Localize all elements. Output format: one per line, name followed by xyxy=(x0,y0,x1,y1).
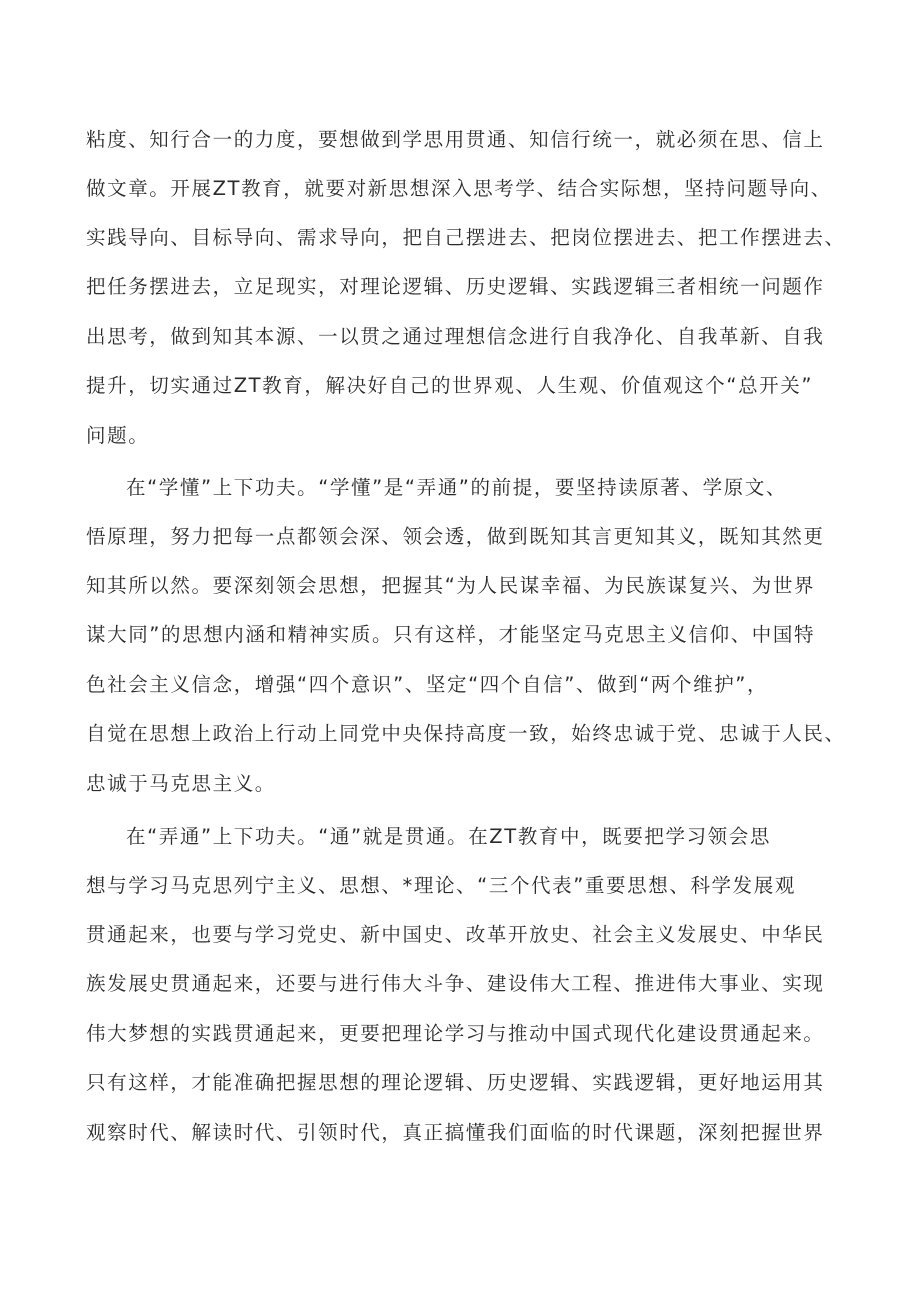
paragraph-nongtong xyxy=(86,822,856,1162)
text-line: 只有这样，才能准确把握思想的理论逻辑、历史逻辑、实践逻辑，更好地运用其 xyxy=(86,1071,825,1094)
text-line: 忠诚于马克思主义。 xyxy=(86,772,276,795)
text-line: 粘度、知行合一的力度，要想做到学思用贯通、知信行统一，就必须在思、信上 xyxy=(86,128,825,151)
text-line: 自觉在思想上政治上行动上同党中央保持高度一致，始终忠诚于党、忠诚于人民、 xyxy=(86,722,846,745)
text-line: 族发展史贯通起来，还要与进行伟大斗争、建设伟大工程、推进伟大事业、实现 xyxy=(86,972,825,995)
text-line: 实践导向、目标导向、需求导向，把自己摆进去、把岗位摆进去、把工作摆进去、 xyxy=(86,226,846,249)
paragraph-xuedong xyxy=(86,473,856,813)
text-line: 伟大梦想的实践贯通起来，更要把理论学习与推动中国式现代化建设贯通起来。 xyxy=(86,1022,825,1045)
text-line: 在“学懂”上下功夫。“学懂”是“弄通”的前提，要坚持读原著、学原文、 xyxy=(126,476,788,499)
text-line: 做文章。开展ZT教育，就要对新思想深入思考学、结合实际想，坚持问题导向、 xyxy=(86,177,832,200)
text-line: 色社会主义信念，增强“四个意识”、坚定“四个自信”、做到“两个维护”， xyxy=(86,673,769,696)
paragraph-continuation xyxy=(86,125,856,465)
text-line: 把任务摆进去，立足现实，对理论逻辑、历史逻辑、实践逻辑三者相统一问题作 xyxy=(86,275,825,298)
text-line: 出思考，做到知其本源、一以贯之通过理想信念进行自我净化、自我革新、自我 xyxy=(86,325,825,348)
text-line: 谋大同”的思想内涵和精神实质。只有这样，才能坚定马克思主义信仰、中国特 xyxy=(86,623,816,646)
text-line: 悟原理，努力把每一点都领会深、领会透，做到既知其言更知其义，既知其然更 xyxy=(86,525,825,548)
text-line: 想与学习马克思列宁主义、思想、*理论、“三个代表”重要思想、科学发展观 xyxy=(86,874,796,897)
text-line: 提升，切实通过ZT教育，解决好自己的世界观、人生观、价值观这个“总开关” xyxy=(86,374,814,397)
text-line: 贯通起来，也要与学习党史、新中国史、改革开放史、社会主义发展史、中华民 xyxy=(86,923,825,946)
text-line: 知其所以然。要深刻领会思想，把握其“为人民谋幸福、为民族谋复兴、为世界 xyxy=(86,574,816,597)
text-line: 在“弄通”上下功夫。“通”就是贯通。在ZT教育中，既要把学习领会思 xyxy=(126,825,771,848)
text-line: 问题。 xyxy=(86,424,150,447)
text-line: 观察时代、解读时代、引领时代，真正搞懂我们面临的时代课题，深刻把握世界 xyxy=(86,1121,825,1144)
